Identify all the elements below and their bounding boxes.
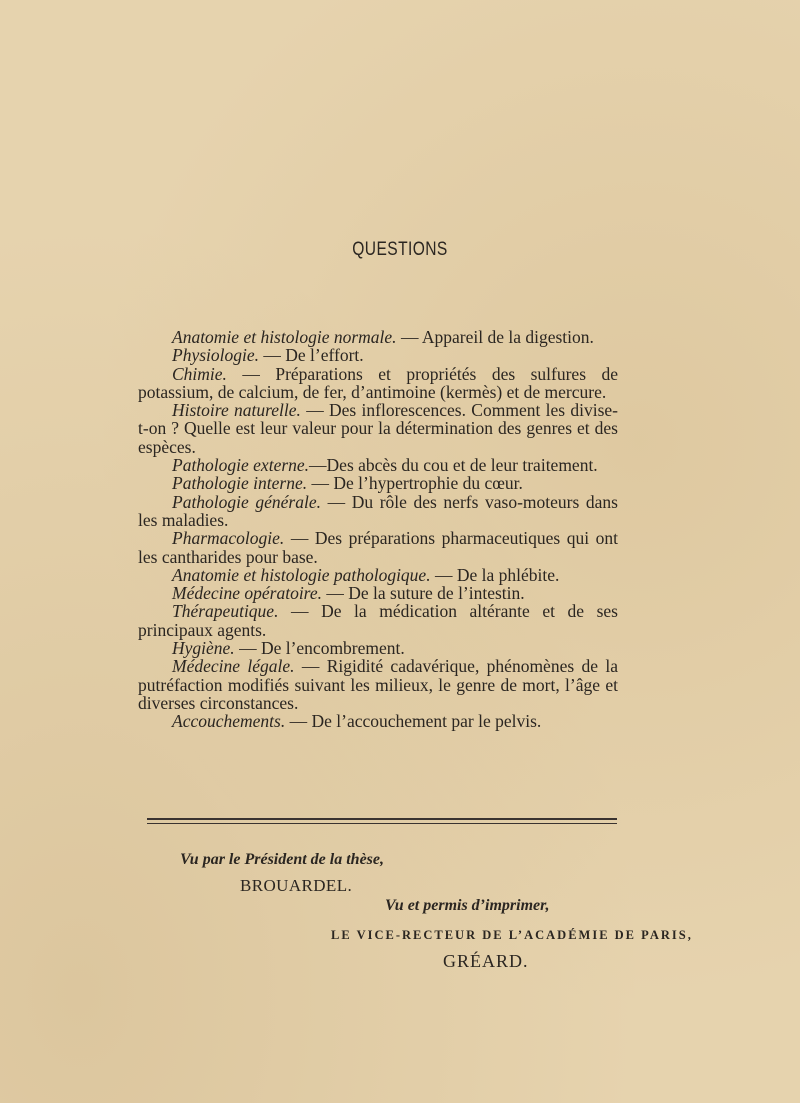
question-item [138,474,618,492]
question-item [138,346,618,364]
question-text: — Préparations et propriétés des sulfures de potassium, de calcium, de fer, d’antimoine (kermès) et de mercure. [138,363,618,402]
question-subject: Chimie. [172,363,227,384]
question-item [138,529,618,566]
question-text: — Du rôle des nerfs vaso-moteurs dans les maladies. [138,491,618,530]
vu-par-line: Vu par le Président de la thèse, [180,851,384,868]
vu-permis-line: Vu et permis d’imprimer, [385,897,550,914]
question-subject: Anatomie et histologie pathologique. [172,564,431,585]
questions-list [138,328,618,731]
question-item [138,657,618,712]
question-item [138,639,618,657]
question-subject: Pathologie interne. [172,473,308,494]
question-subject: Thérapeutique. [172,601,279,622]
question-item [138,602,618,639]
question-item [138,456,618,474]
question-subject: Pharmacologie. [172,528,285,549]
question-subject: Pathologie externe. [172,455,310,476]
question-text: —Des abcès du cou et de leur traitement. [309,455,598,476]
question-subject: Physiologie. [172,345,259,366]
question-subject: Médecine légale. [172,656,295,677]
question-item [138,401,618,456]
question-text: — De l’accouchement par le pelvis. [285,711,542,732]
horizontal-rule [147,818,617,824]
question-subject: Anatomie et histologie normale. [172,327,397,347]
question-text: — De l’hypertrophie du cœur. [307,473,523,494]
question-text: — De la phlébite. [430,564,560,585]
question-text: — Des préparations pharmaceutiques qui ont les cantharides pour base. [138,528,618,567]
question-text: — Rigidité cadavérique, phénomènes de la putréfaction modifiés suivant les milieux, le genre de mort, l’âge et diverses circonstances. [138,656,618,713]
question-subject: Histoire naturelle. [172,400,301,421]
page-heading: QUESTIONS [352,239,448,260]
question-item [138,328,618,346]
question-item [138,584,618,602]
question-subject: Médecine opératoire. [172,583,322,604]
recteur-name: GRÉARD. [443,951,529,971]
question-subject: Hygiène. [172,638,235,659]
question-subject: Pathologie générale. [172,491,321,512]
question-text: — De la suture de l’intestin. [322,583,525,604]
question-item [138,493,618,530]
question-text: — Appareil de la digestion. [396,327,594,347]
question-text: — De la médication altérante et de ses principaux agents. [138,601,618,640]
question-item [138,566,618,584]
question-item [138,365,618,402]
question-text: — De l’encombrement. [234,638,405,659]
question-text: — De l’effort. [259,345,364,366]
vice-recteur-line: LE VICE-RECTEUR DE L’ACADÉMIE DE PARIS, [331,928,693,942]
question-item [138,712,618,730]
question-text: — Des inflorescences. Comment les divise-t-on ? Quelle est leur valeur pour la détermination des genres et des espèces. [138,400,618,457]
president-name: BROUARDEL. [240,876,353,895]
question-subject: Accouchements. [172,711,286,732]
